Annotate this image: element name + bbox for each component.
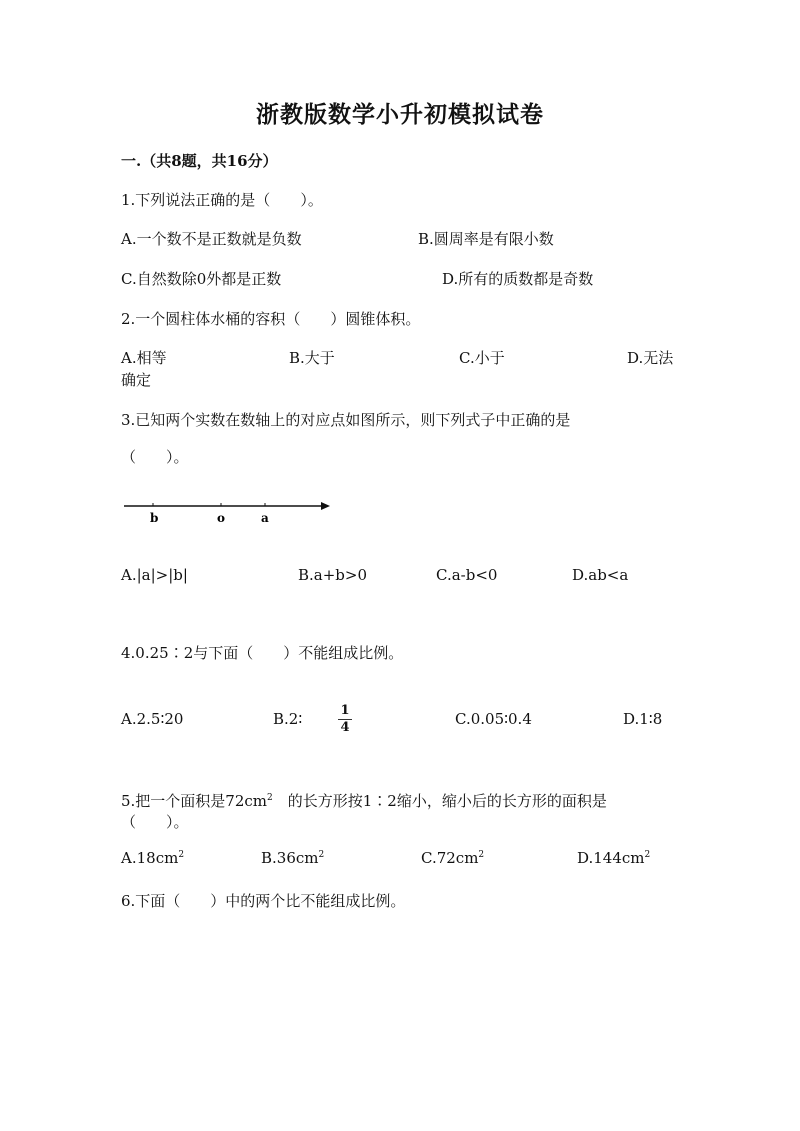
question-3-option-a: A.|a|>|b| (121, 566, 188, 584)
question-2-option-c: C.小于 (459, 349, 505, 367)
fraction-one-quarter (338, 704, 352, 735)
section-heading: 一.（共8题，共16分） (121, 152, 278, 170)
question-5-stem-end: 的长方形按1∶2缩小，缩小后的长方形的面积是 (272, 792, 607, 810)
fraction-numerator: 1 (340, 703, 350, 718)
question-1-option-c: C.自然数除0外都是正数 (121, 270, 282, 288)
option-text: A.18cm (121, 849, 179, 867)
question-3-option-d: D.ab<a (572, 566, 629, 584)
axis-label-o: o (217, 511, 226, 525)
question-3-option-b: B.a+b>0 (298, 566, 368, 584)
question-3-stem: 3.已知两个实数在数轴上的对应点如图所示，则下列式子中正确的是 (121, 411, 571, 429)
question-5-stem (121, 790, 607, 811)
page-title: 浙教版数学小升初模拟试卷 (256, 101, 544, 128)
question-2-option-d-continued: 确定 (121, 371, 152, 389)
question-1-stem: 1.下列说法正确的是（ ）。 (121, 191, 323, 209)
superscript-2: 2 (318, 850, 325, 860)
number-line-arrow (321, 502, 330, 510)
question-3-option-c: C.a-b<0 (436, 566, 498, 584)
question-4-option-d: D.1∶8 (623, 710, 663, 728)
question-3-stem-continued: （ ）。 (121, 448, 189, 466)
question-2-stem: 2.一个圆柱体水桶的容积（ ）圆锥体积。 (121, 310, 421, 328)
axis-label-a: a (261, 511, 269, 525)
question-5-stem-continued: （ ）。 (121, 813, 189, 831)
question-1-option-d: D.所有的质数都是奇数 (442, 270, 594, 288)
question-5-option-d (577, 849, 650, 867)
option-text: B.36cm (261, 849, 319, 867)
question-2-option-d: D.无法 (627, 349, 674, 367)
question-2-option-b: B.大于 (289, 349, 335, 367)
option-text: C.72cm (421, 849, 479, 867)
question-4-stem: 4.0.25∶2与下面（ ）不能组成比例。 (121, 644, 404, 662)
question-5-option-a (121, 849, 184, 867)
superscript-2: 2 (478, 850, 485, 860)
question-4-option-a: A.2.5∶20 (121, 710, 184, 728)
question-5-option-b (261, 849, 324, 867)
question-6-stem: 6.下面（ ）中的两个比不能组成比例。 (121, 892, 406, 910)
axis-label-b: b (150, 511, 159, 525)
superscript-2: 2 (644, 850, 651, 860)
question-4-option-b: B.2∶ (273, 710, 303, 728)
superscript-2: 2 (178, 850, 185, 860)
question-5-option-c (421, 849, 484, 867)
question-1-option-b: B.圆周率是有限小数 (418, 230, 554, 248)
question-4-option-c: C.0.05∶0.4 (455, 710, 532, 728)
question-1-option-a: A.一个数不是正数就是负数 (121, 230, 302, 248)
option-text: D.144cm (577, 849, 645, 867)
number-line-figure (118, 495, 338, 529)
fraction-denominator: 4 (340, 720, 350, 735)
question-5-stem-start: 5.把一个面积是72cm (121, 792, 268, 810)
question-2-option-a: A.相等 (121, 349, 167, 367)
superscript-2: 2 (267, 793, 273, 803)
